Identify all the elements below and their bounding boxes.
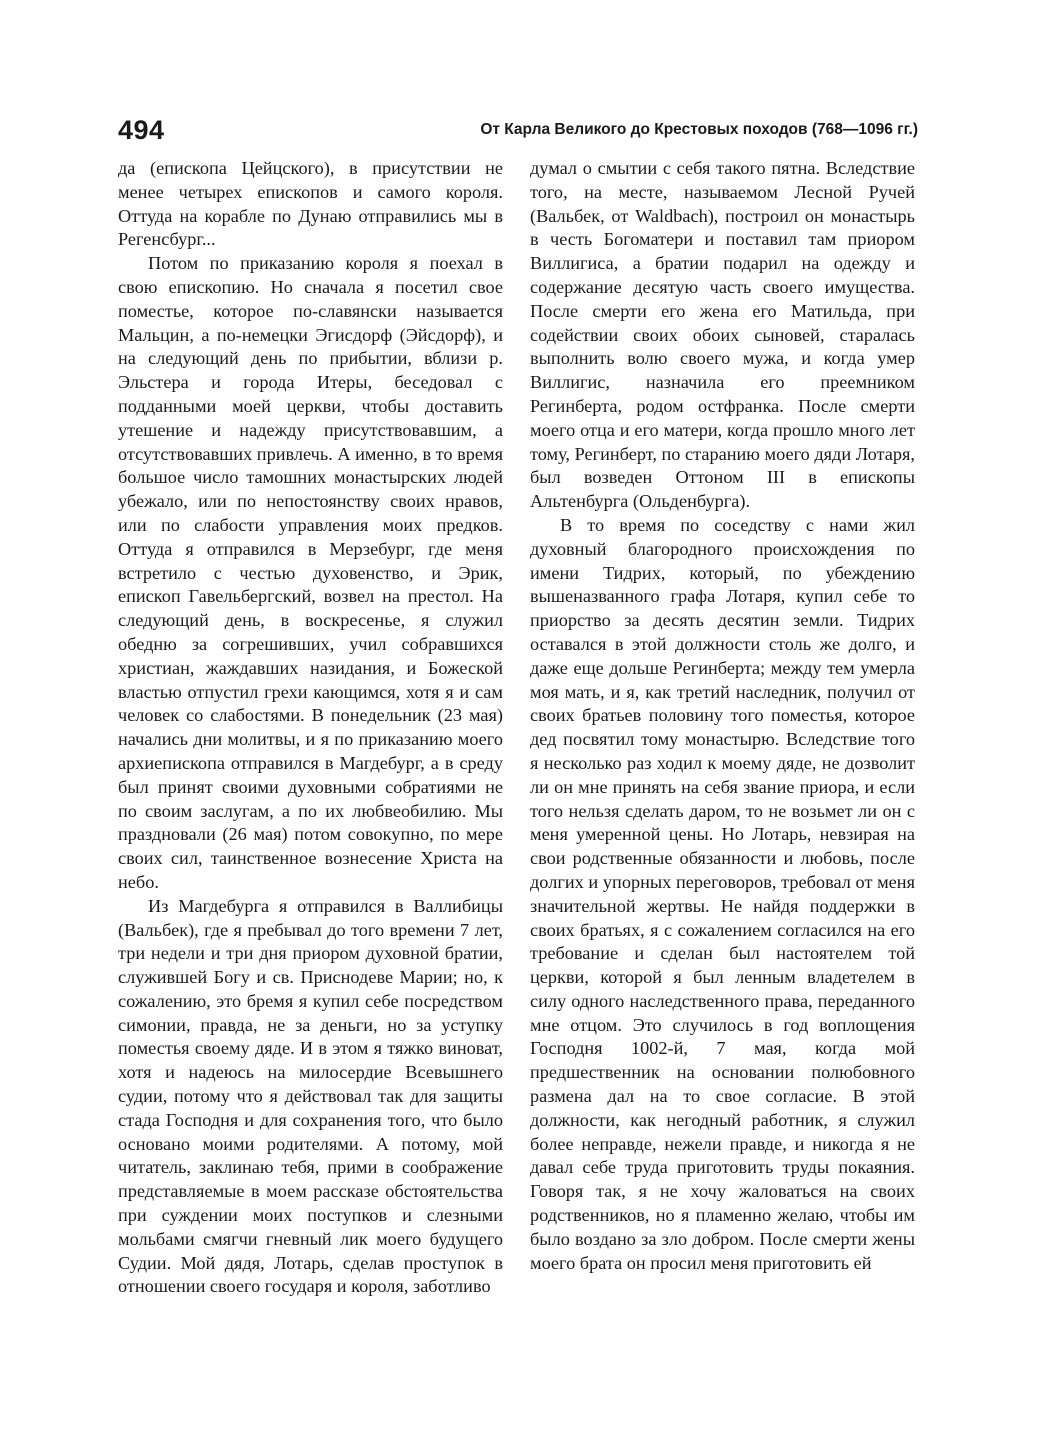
text-column-right: [530, 157, 915, 1275]
paragraph: В то время по соседству с нами жил духовный благородного происхождения по имени Тидрих, который, по убеждению вышеназванного графа Лотаря, купил себе то приорство за десять десятин земли. Тидрих оставался в этой должности столь же долго, и даже еще дольше Регинберта; между тем умерла моя мать, и я, как третий наследник, получил от своих братьев половину того поместья, которое дед посвятил тому монастырю. Вследствие того я несколько раз ходил к моему дяде, не дозволит ли он мне принять на себя звание приора, и если того нельзя сделать даром, то не возьмет ли он с меня умеренной цены. Но Лотарь, невзирая на свои родственные обязанности и любовь, после долгих и упорных переговоров, требовал от меня значительной жертвы. Не найдя поддержки в своих братьях, я с сожалением согласился на его требование и сделан был настоятелем той церкви, которой я был ленным владетелем в силу одного наследственного права, переданного мне отцом. Это случилось в год воплощения Господня 1002-й, 7 мая, когда мой предшественник на основании полюбовного размена дал на то свое согласие. В этой должности, как негодный работник, я служил более неправде, нежели правде, и никогда я не давал себе труда приготовить труды покаяния. Говоря так, я не хочу жаловаться на своих родственников, но я пламенно желаю, чтобы им было воздано за зло добром. После смерти жены моего брата он просил меня приготовить ей: [530, 514, 915, 1273]
paragraph: Из Магдебурга я отправился в Валлибицы (Вальбек), где я пребывал до того времени 7 лет, три недели и три дня приором духовной братии, служившей Богу и св. Приснодеве Марии; но, к сожалению, это бремя я купил себе посредством симонии, правда, не за деньги, но за уступку поместья своему дяде. И в этом я тяжко виноват, хотя и надеюсь на милосердие Всевышнего судии, потому что я действовал так для защиты стада Господня и для сохранения того, что было основано моими родителями. А потому, мой читатель, заклинаю тебя, прими в соображение представляемые в моем рассказе обстоятельства при суждении моих поступков и слезными мольбами смягчи гневный лик моего будущего Судии. Мой дядя, Лотарь, сделав проступок в отношении своего государя и короля, заботливо: [118, 895, 503, 1297]
text-column-left: [118, 157, 503, 1299]
page-header: [118, 112, 918, 152]
paragraph: Потом по приказанию короля я поехал в свою епископию. Но сначала я посетил свое поместье, которое по-славянски называется Мальцин, а по-немецки Эгисдорф (Эйсдорф), и на следующий день по прибытии, вблизи р. Эльстера и города Итеры, беседовал с подданными моей церкви, чтобы доставить утешение и надежду присутствовавшим, а отсутствовавших привлечь. А именно, в то время большое число тамошних монастырских людей убежало, или по непостоянству своих нравов, или по слабости управления моих предков. Оттуда я отправился в Мерзебург, где меня встретило с честью духовенство, и Эрик, епископ Гавельбергский, возвел на престол. На следующий день, в воскресенье, я служил обедню за согрешивших, учил собравшихся христиан, жаждавших назидания, и Божеской властью отпустил грехи кающимся, хотя я и сам человек со слабостями. В понедельник (23 мая) начались дни молитвы, и я по приказанию моего архиепископа отправился в Магдебург, а в среду был принят своими духовными собратиями не по своим заслугам, а по их любвеобилию. Мы праздновали (26 мая) потом совокупно, по мере своих сил, таинственное вознесение Христа на небо.: [118, 253, 503, 892]
running-title: От Карла Великого до Крестовых походов (768—1096 гг.): [480, 121, 918, 138]
page-number: 494: [118, 115, 165, 145]
paragraph: да (епископа Цейцского), в присутствии не менее четырех епископов и самого короля. Оттуда на корабле по Дунаю отправились мы в Регенсбург...: [118, 158, 503, 250]
paragraph: думал о смытии с себя такого пятна. Вследствие того, на месте, называемом Лесной Ручей (Вальбек, от Waldbach), построил он монастырь в честь Богоматери и поставил там приором Виллигиса, а братии подарил на одежду и содержание десятую часть своего имущества. После смерти его жена его Матильда, при содействии своих обоих сыновей, старалась выполнить волю своего мужа, и когда умер Виллигис, назначила его преемником Регинберта, родом остфранка. После смерти моего отца и его матери, когда прошло много лет тому, Регинберт, по старанию моего дяди Лотаря, был возведен Оттоном III в епископы Альтенбурга (Ольденбурга).: [530, 158, 915, 512]
